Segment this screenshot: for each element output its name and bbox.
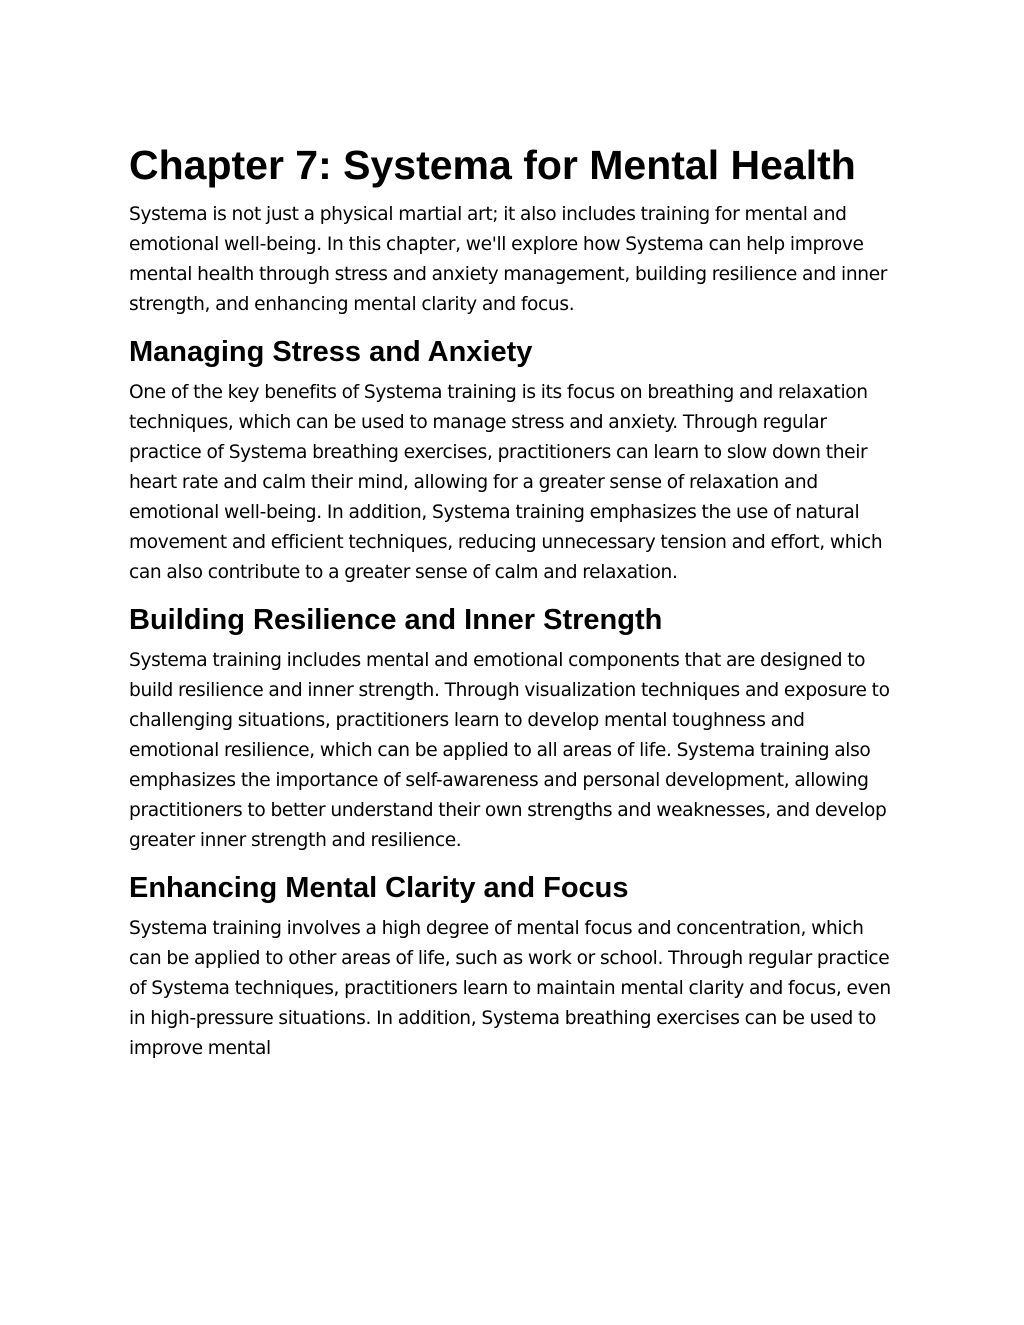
section-body-clarity: Systema training involves a high degree of mental focus and concentration, which can be applied to other areas of life, such as work or school. Through regular practice of Systema techniques, practitioners learn to maintain mental clarity and focus, even in high-pressure situations. In addition, Systema breathing exercises can be used to improve mental	[129, 918, 891, 1059]
chapter-title: Chapter 7: Systema for Mental Health	[129, 142, 856, 188]
section-heading-resilience: Building Resilience and Inner Strength	[129, 604, 663, 636]
section-body-resilience: Systema training includes mental and emotional components that are designed to build resilience and inner strength. Through visualization techniques and exposure to challenging situations, practitioners learn to develop mental toughness and emotional resilience, which can be applied to all areas of life. Systema training also emphasizes the importance of self-awareness and personal development, allowing practitioners to better understand their own strengths and weaknesses, and develop greater inner strength and resilience.	[129, 650, 890, 851]
section-body-stress: One of the key benefits of Systema training is its focus on breathing and relaxation techniques, which can be used to manage stress and anxiety. Through regular practice of Systema breathing exercises, practitioners can learn to slow down their heart rate and calm their mind, allowing for a greater sense of relaxation and emotional well-being. In addition, Systema training emphasizes the use of natural movement and efficient techniques, reducing unnecessary tension and effort, which can also contribute to a greater sense of calm and relaxation.	[129, 382, 883, 583]
document-page	[129, 138, 899, 1064]
section-heading-stress: Managing Stress and Anxiety	[129, 336, 533, 368]
section-heading-clarity: Enhancing Mental Clarity and Focus	[129, 872, 629, 904]
intro-paragraph: Systema is not just a physical martial art; it also includes training for mental and emotional well-being. In this chapter, we'll explore how Systema can help improve mental health through stress and anxiety management, building resilience and inner strength, and enhancing mental clarity and focus.	[129, 204, 888, 315]
